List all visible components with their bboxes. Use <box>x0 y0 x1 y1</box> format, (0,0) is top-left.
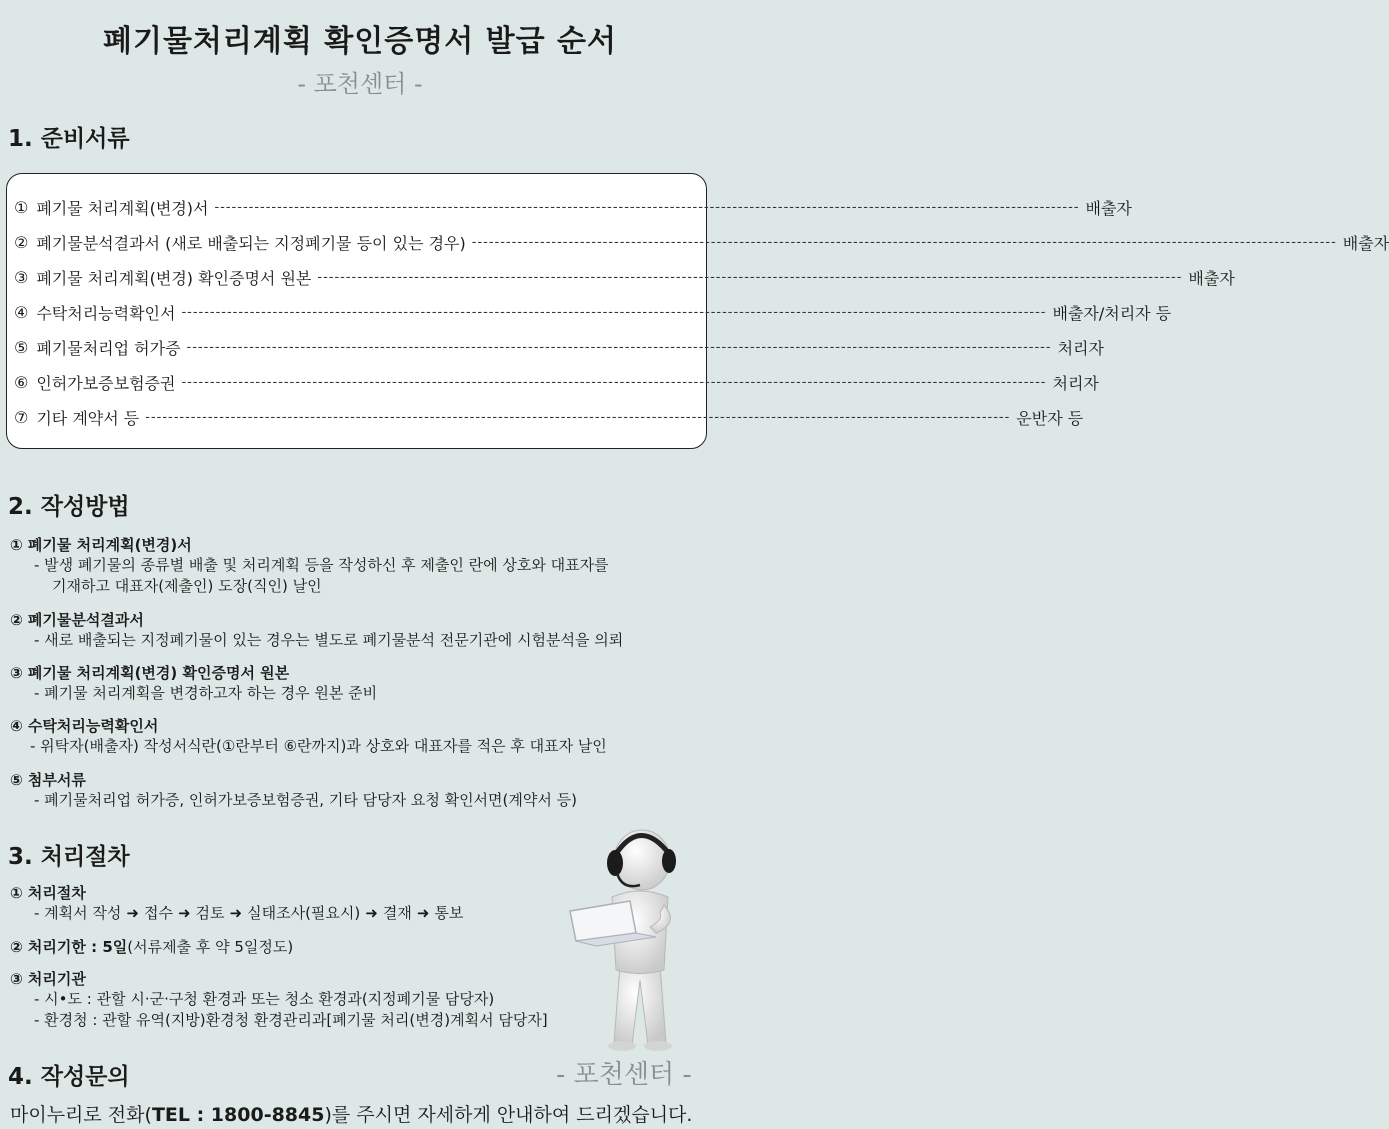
method-item-text: - 위탁자(배출자) 작성서식란(①란부터 ⑥란까지)과 상호와 대표자를 적은 후 대표자 날인 <box>30 737 607 755</box>
document-row <box>14 335 1104 359</box>
contact-text-pre: 마이누리로 전화( <box>10 1104 152 1126</box>
dash-leader: -------------------------------------------------------------------------------------------------------------------------------------------------------- <box>471 234 1337 250</box>
method-item <box>10 769 716 811</box>
doc-name: 폐기물분석결과서 (새로 배출되는 지정폐기물 등이 있는 경우) <box>36 233 466 253</box>
doc-num: ⑤ <box>14 337 29 357</box>
doc-submitter: 운반자 등 <box>1016 408 1084 428</box>
period-title: ② 처리기한 : 5일 <box>10 938 128 956</box>
method-item <box>10 715 716 757</box>
doc-num: ⑥ <box>14 372 29 392</box>
agency-line: - 시•도 : 관할 시·군·구청 환경과 또는 청소 환경과(지정폐기물 담당자) <box>34 990 495 1008</box>
doc-num: ① <box>14 197 29 217</box>
doc-submitter: 배출자 <box>1188 268 1235 288</box>
method-item <box>10 609 716 651</box>
dash-leader: -------------------------------------------------------------------------------------------------------------------------------------------------------- <box>186 339 1052 355</box>
doc-name: 폐기물 처리계획(변경)서 <box>36 198 209 218</box>
process-step: 결재 <box>382 904 412 922</box>
contact-text-post: )를 주시면 자세하게 안내하여 드리겠습니다. <box>324 1104 693 1126</box>
section-heading-3: 3. 처리절차 <box>8 844 130 870</box>
arrow-right-icon: ➜ <box>416 904 430 922</box>
process-step: 실태조사(필요시) <box>247 904 361 922</box>
document-row <box>14 300 1172 324</box>
page-subtitle: - 포천센터 - <box>297 70 423 98</box>
arrow-right-icon: ➜ <box>126 904 139 922</box>
method-item <box>10 662 716 704</box>
doc-name: 폐기물 처리계획(변경) 확인증명서 원본 <box>36 268 312 288</box>
doc-name: 기타 계약서 등 <box>36 408 140 428</box>
process-item <box>10 882 716 924</box>
doc-name: 인허가보증보험증권 <box>36 373 176 393</box>
dash-leader: -------------------------------------------------------------------------------------------------------------------------------------------------------- <box>181 374 1047 390</box>
doc-submitter: 배출자 <box>1085 198 1132 218</box>
arrow-right-icon: ➜ <box>229 904 243 922</box>
method-item-text: - 새로 배출되는 지정폐기물이 있는 경우는 별도로 폐기물분석 전문기관에 시험분석을 의뢰 <box>34 631 624 649</box>
process-step: - 계획서 작성 <box>34 904 122 922</box>
method-item-text: - 폐기물 처리계획을 변경하고자 하는 경우 원본 준비 <box>34 684 378 702</box>
phone-number: TEL : 1800-8845 <box>151 1104 325 1126</box>
doc-num: ② <box>14 232 29 252</box>
process-title: ① 처리절차 <box>10 884 86 902</box>
method-item-title: ④ 수탁처리능력확인서 <box>10 717 159 735</box>
dash-leader: -------------------------------------------------------------------------------------------------------------------------------------------------------- <box>181 304 1047 320</box>
process-step: 접수 <box>143 904 173 922</box>
doc-submitter: 배출자/처리자 등 <box>1052 303 1172 323</box>
doc-submitter: 처리자 <box>1057 338 1104 358</box>
method-item-title: ② 폐기물분석결과서 <box>10 611 144 629</box>
page-title: 폐기물처리계획 확인증명서 발급 순서 <box>102 24 617 59</box>
document-row <box>14 265 1235 289</box>
doc-num: ③ <box>14 267 29 287</box>
process-step: 통보 <box>434 904 464 922</box>
method-item-text-cont: 기재하고 대표자(제출인) 도장(직인) 날인 <box>52 577 322 595</box>
agency-item <box>10 968 716 1031</box>
section-heading-1: 1. 준비서류 <box>8 126 130 152</box>
method-item-title: ⑤ 첨부서류 <box>10 771 86 789</box>
method-item-title: ③ 폐기물 처리계획(변경) 확인증명서 원본 <box>10 664 290 682</box>
doc-submitter: 처리자 <box>1052 373 1099 393</box>
document-row <box>14 370 1099 394</box>
period-note: (서류제출 후 약 5일정도) <box>127 938 294 956</box>
process-step: 검토 <box>195 904 225 922</box>
dash-leader: -------------------------------------------------------------------------------------------------------------------------------------------------------- <box>145 409 1011 425</box>
doc-submitter: 배출자 <box>1342 233 1389 253</box>
document-row <box>14 195 1132 219</box>
agency-title: ③ 처리기관 <box>10 970 86 988</box>
method-item-text: - 폐기물처리업 허가증, 인허가보증보험증권, 기타 담당자 요청 확인서면(계약서 등) <box>34 791 577 809</box>
doc-name: 폐기물처리업 허가증 <box>36 338 181 358</box>
method-item-text: - 발생 폐기물의 종류별 배출 및 처리계획 등을 작성하신 후 제출인 란에 상호와 대표자를 <box>34 556 609 574</box>
dash-leader: -------------------------------------------------------------------------------------------------------------------------------------------------------- <box>317 269 1183 285</box>
method-item <box>10 534 716 597</box>
process-flow <box>34 903 716 924</box>
doc-num: ④ <box>14 302 29 322</box>
doc-num: ⑦ <box>14 407 29 427</box>
document-row <box>14 405 1084 429</box>
agency-line: - 환경청 : 관할 유역(지방)환경청 환경관리과[폐기물 처리(변경)계획서 담당자] <box>34 1011 548 1029</box>
period-item <box>10 936 716 957</box>
document-row <box>14 230 1389 254</box>
doc-name: 수탁처리능력확인서 <box>36 303 176 323</box>
arrow-right-icon: ➜ <box>365 904 378 922</box>
dash-leader: -------------------------------------------------------------------------------------------------------------------------------------------------------- <box>214 199 1080 215</box>
section-heading-4: 4. 작성문의 <box>8 1064 130 1090</box>
section-heading-2: 2. 작성방법 <box>8 494 130 520</box>
arrow-right-icon: ➜ <box>177 904 191 922</box>
center-watermark: - 포천센터 - <box>556 1060 692 1090</box>
contact-text <box>10 1100 692 1127</box>
method-item-title: ① 폐기물 처리계획(변경)서 <box>10 536 192 554</box>
